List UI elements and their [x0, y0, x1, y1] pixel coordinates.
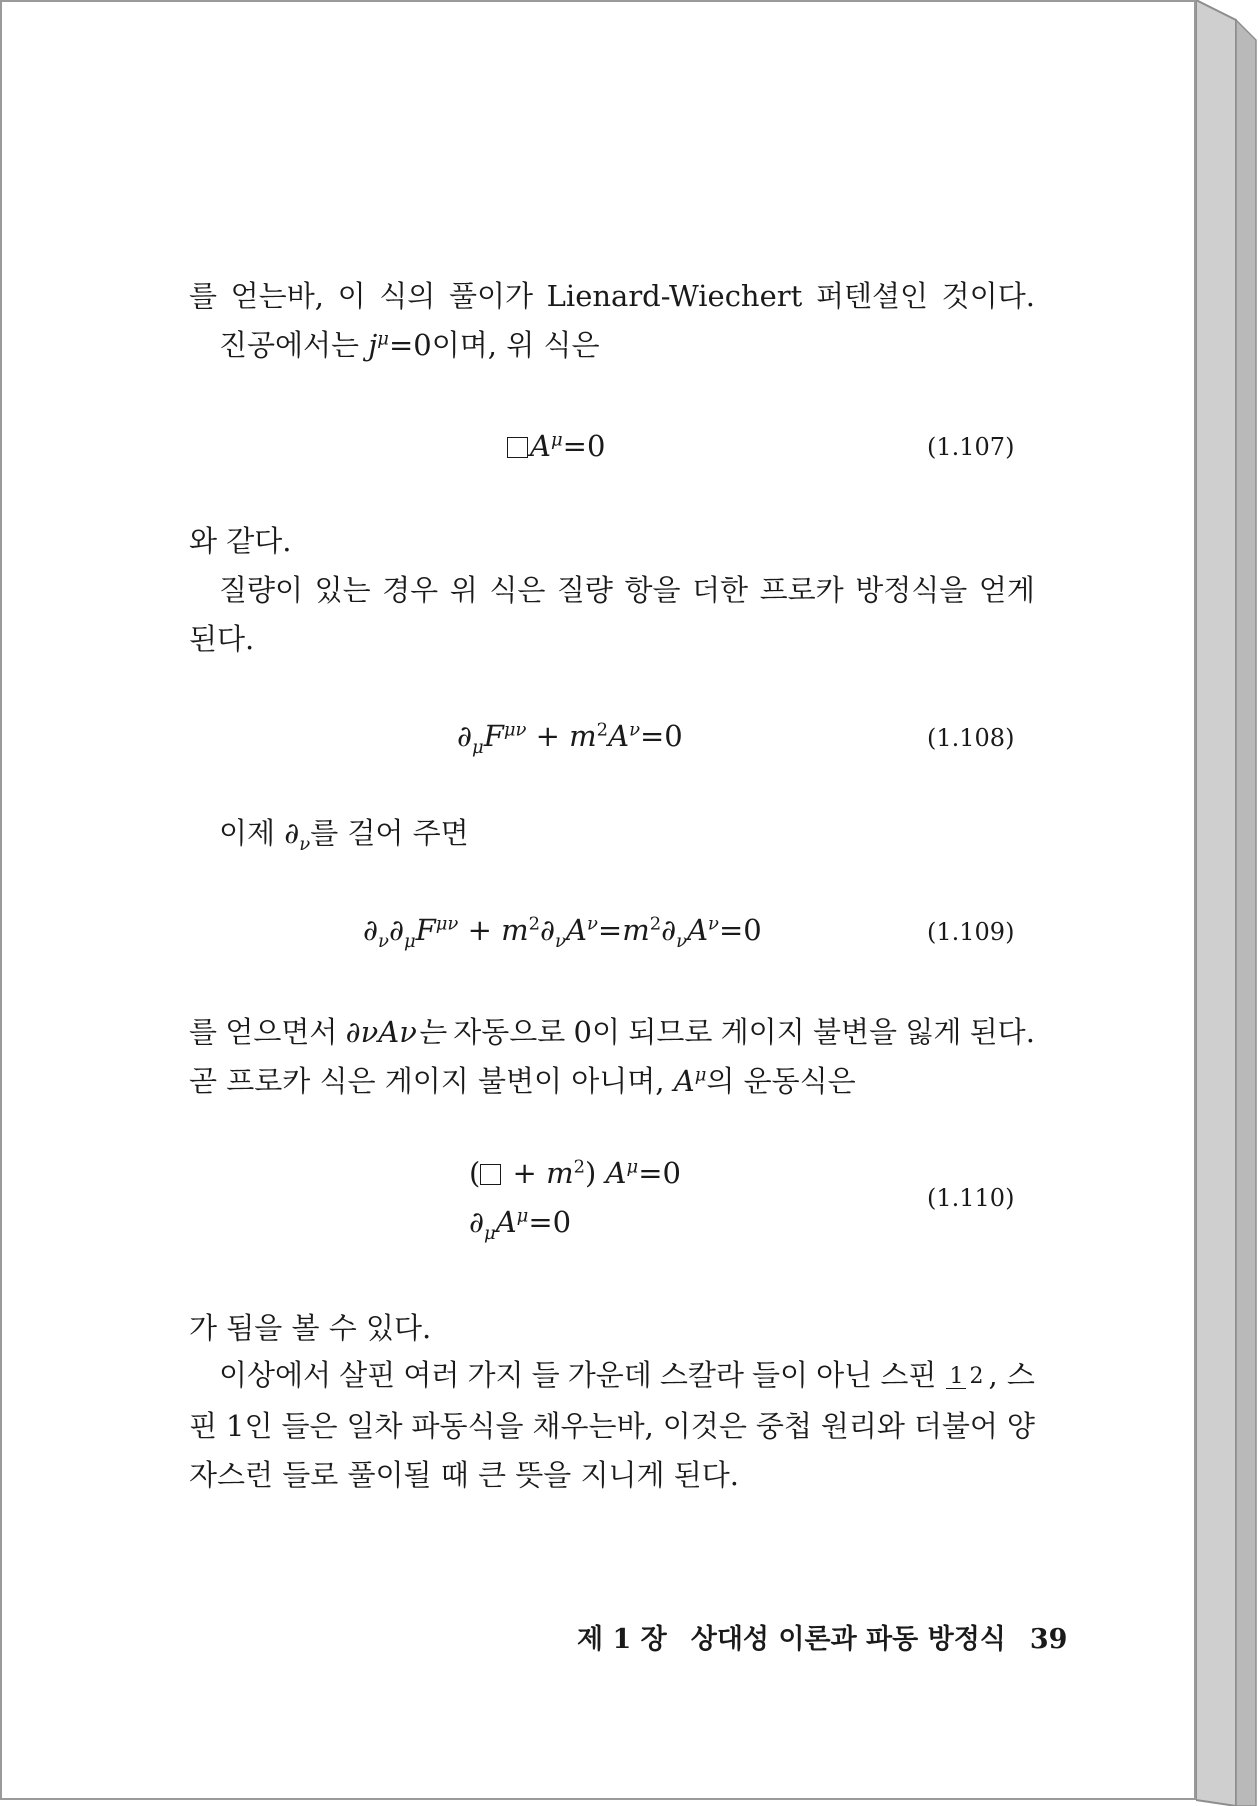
paragraph-1-line — [189, 272, 1035, 321]
word: 얻는바, — [230, 279, 324, 313]
word: 를 — [189, 279, 218, 313]
paragraph-8-line-2: 핀 1인 들은 일차 파동식을 채우는바, 이것은 중첩 원리와 더불어 양 — [189, 1409, 1035, 1443]
current-symbol: j — [368, 328, 378, 362]
word: 것이다. — [941, 279, 1035, 313]
divergence-term: ∂νAν는 — [345, 1015, 445, 1049]
equation-number: (1.107) — [927, 433, 1015, 461]
word: 식의 — [379, 279, 436, 313]
book-edge — [1196, 0, 1258, 1806]
paragraph-4-line-2: 된다. — [189, 622, 255, 656]
dalembertian-symbol — [507, 437, 528, 458]
equation-number: (1.110) — [927, 1184, 1015, 1212]
word: 이 — [337, 279, 366, 313]
spin-half: 1 2 , 스 — [944, 1351, 1034, 1400]
equation-1-107: $A^\mu=0$ — [507, 429, 605, 463]
paragraph-8-line-1: 이상에서 살핀 여러 가지 들 가운데 스칼라 들이 아닌 스핀 1 2 , 스 — [189, 1351, 1035, 1400]
chapter-label: 제 1 장 — [577, 1624, 667, 1655]
paragraph-6-line-2: 곧 프로카 식은 게이지 불변이 아니며, $A^\mu$의 운동식은 — [189, 1064, 856, 1098]
equation-1-110-line-1: ( + $m^2$) $A^\mu=0$ — [469, 1156, 681, 1190]
paragraph-8-line-3: 자스런 들로 풀이될 때 큰 뜻을 지니게 된다. — [189, 1458, 739, 1492]
page-footer — [577, 1617, 1067, 1656]
equation-number: (1.108) — [927, 724, 1015, 752]
paragraph-7-line: 가 됨을 볼 수 있다. — [189, 1311, 432, 1345]
word: Lienard-Wiechert — [546, 279, 803, 313]
word: 풀이가 — [448, 279, 533, 313]
paragraph-6-line-1: 를 얻으면서 ∂νAν는 자동으로 0이 되므로 게이지 불변을 잃게 된다. — [189, 1008, 1035, 1057]
chapter-title: 상대성 이론과 파동 방정식 — [690, 1624, 1006, 1655]
paragraph-5-line: 이제 $\partial_\nu$를 걸어 주면 — [219, 816, 469, 855]
page-number: 39 — [1029, 1624, 1068, 1655]
equation-1-108: $\partial_\mu F^{\mu\nu} + m^2A^\nu=0$ — [457, 719, 683, 758]
equation-1-110-line-2: $\partial_\mu A^\mu=0$ — [469, 1205, 572, 1244]
equation-number: (1.109) — [927, 918, 1015, 946]
dalembertian-symbol — [480, 1164, 501, 1185]
word: 퍼텐셜인 — [815, 279, 929, 313]
paragraph-3-line: 와 같다. — [189, 524, 292, 558]
paragraph-4-line-1: 질량이 있는 경우 위 식은 질량 항을 더한 프로카 방정식을 얻게 — [219, 573, 1035, 607]
paragraph-2-line: 진공에서는 $j^\mu=0$이며, 위 식은 — [219, 328, 600, 362]
equation-1-109: $\partial_\nu\partial_\mu F^{\mu\nu} + m^2\partial_\nu A^\nu=m^2\partial_\nu A^\nu=0$ — [363, 913, 762, 952]
fraction: 1 2 — [946, 1366, 986, 1389]
